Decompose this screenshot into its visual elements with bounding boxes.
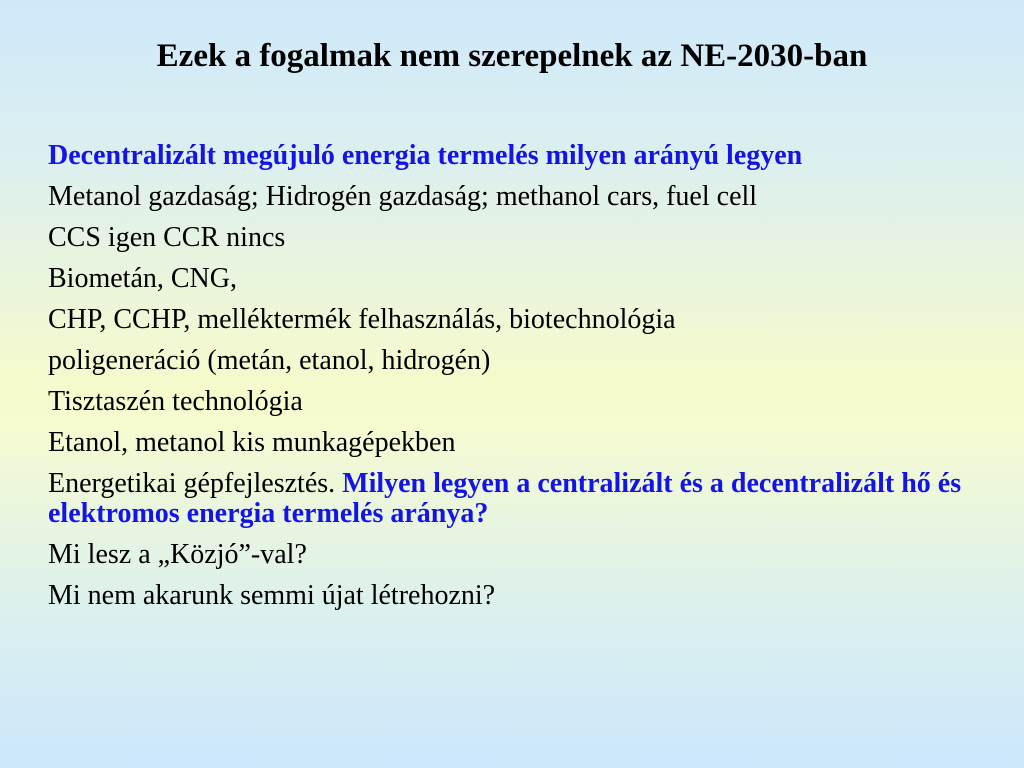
highlighted-text: Decentralizált megújuló energia termelés milyen arányú legyen — [48, 140, 803, 171]
list-item — [48, 141, 988, 171]
list-item — [48, 428, 988, 458]
list-item — [48, 264, 988, 294]
list-item — [48, 469, 988, 529]
list-item — [48, 305, 988, 335]
line-text: Tisztaszén technológia — [48, 386, 303, 417]
list-item — [48, 223, 988, 253]
line-text: CCS igen CCR nincs — [48, 222, 286, 253]
highlighted-question: Milyen legyen a centralizált és a decentralizált hő és elektromos energia termelés aránya? — [48, 468, 962, 529]
slide-title: Ezek a fogalmak nem szerepelnek az NE-2030-ban — [156, 38, 868, 74]
line-text: Mi lesz a „Közjó”-val? — [48, 539, 307, 570]
list-item — [48, 346, 988, 376]
line-text: Metanol gazdaság; Hidrogén gazdaság; methanol cars, fuel cell — [48, 181, 758, 212]
line-text: Mi nem akarunk semmi újat létrehozni? — [48, 580, 496, 611]
line-text: Etanol, metanol kis munkagépekben — [48, 427, 456, 458]
line-text: Energetikai gépfejlesztés. — [48, 468, 343, 499]
line-text: Biometán, CNG, — [48, 263, 237, 294]
line-text: CHP, CCHP, melléktermék felhasználás, biotechnológia — [48, 304, 676, 335]
list-item — [48, 182, 988, 212]
list-item — [48, 581, 988, 611]
list-item — [48, 540, 988, 570]
line-text: poligeneráció (metán, etanol, hidrogén) — [48, 345, 491, 376]
slide-body — [48, 141, 988, 622]
list-item — [48, 387, 988, 417]
